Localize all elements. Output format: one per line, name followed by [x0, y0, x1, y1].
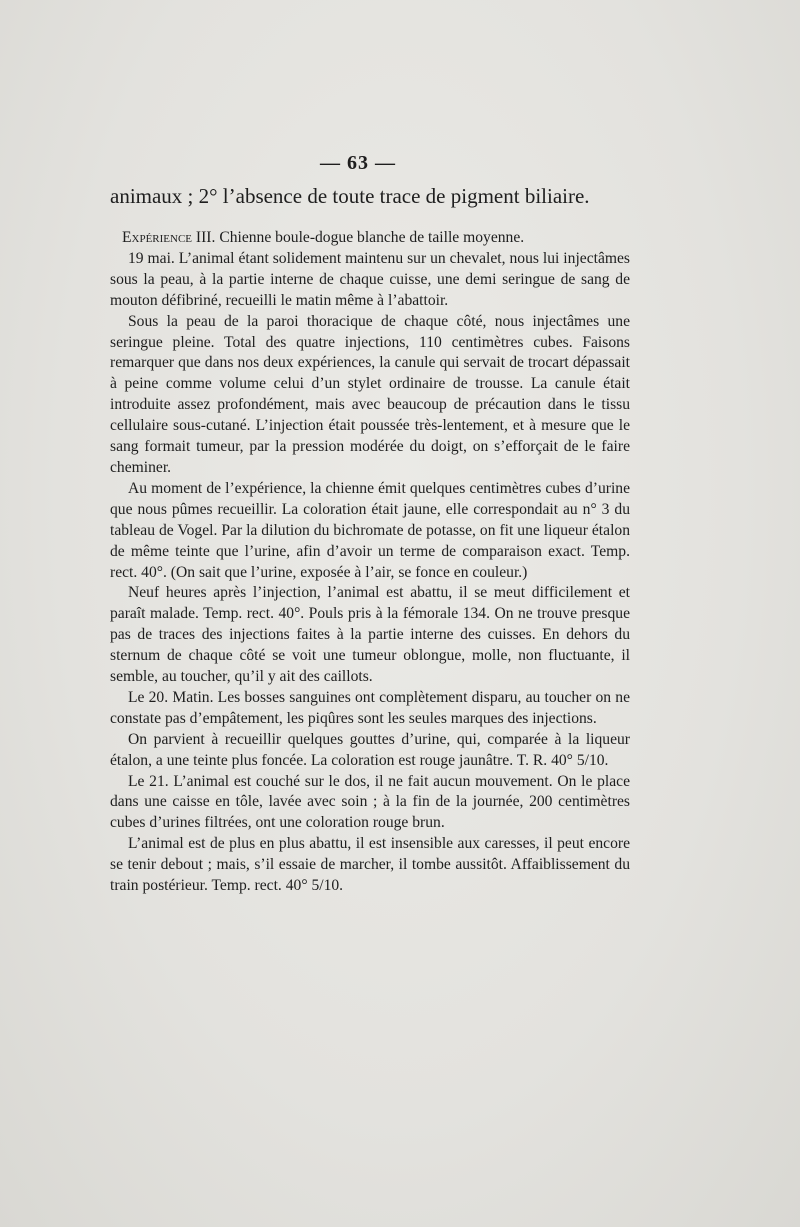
page-number: — 63 —: [320, 152, 396, 174]
paragraph: 19 mai. L’animal étant solidement maintenu sur un chevalet, nous lui injectâmes sous la peau, à la partie interne de chaque cuisse, une demi seringue de sang de mouton défibriné, recueilli le matin même à l’abattoir.: [110, 249, 630, 309]
page-body: [110, 183, 630, 897]
lead-sentence: animaux ; 2° l’absence de toute trace de pigment biliaire.: [110, 184, 590, 208]
experiment-label: Expérience III.: [122, 229, 216, 246]
paragraph: Neuf heures après l’injection, l’animal est abattu, il se meut difficilement et paraît malade. Temp. rect. 40°. Pouls pris à la fémorale 134. On ne trouve presque pas de traces des injections faites à la partie interne des cuisses. En dehors du sternum de chaque côté se voit une tumeur oblongue, molle, non fluctuante, il semble, au toucher, qu’il y ait des caillots.: [110, 584, 630, 686]
experiment-heading: [110, 228, 630, 249]
paragraph: Au moment de l’expérience, la chienne émit quelques centimètres cubes d’urine que nous pûmes recueillir. La coloration était jaune, elle correspondait au n° 3 du tableau de Vogel. Par la dilution du bichromate de potasse, on fit une liqueur étalon de même teinte que l’urine, afin d’avoir un terme de comparaison exact. Temp. rect. 40°. (On sait que l’urine, exposée à l’air, se fonce en couleur.): [110, 479, 630, 581]
paragraph: Le 20. Matin. Les bosses sanguines ont complètement disparu, au toucher on ne constate pas d’empâtement, les piqûres sont les seules marques des injections.: [110, 688, 630, 727]
paragraph: Le 21. L’animal est couché sur le dos, il ne fait aucun mouvement. On le place dans une caisse en tôle, lavée avec soin ; à la fin de la journée, 200 centimètres cubes d’urines filtrées, ont une coloration rouge brun.: [110, 772, 630, 832]
experiment-title: Chienne boule-dogue blanche de taille moyenne.: [219, 229, 525, 246]
paragraph: On parvient à recueillir quelques gouttes d’urine, qui, comparée à la liqueur étalon, a une teinte plus foncée. La coloration est rouge jaunâtre. T. R. 40° 5/10.: [110, 730, 630, 769]
paragraph: L’animal est de plus en plus abattu, il est insensible aux caresses, il peut encore se tenir debout ; mais, s’il essaie de marcher, il tombe aussitôt. Affaiblissement du train postérieur. Temp. rect. 40° 5/10.: [110, 835, 630, 895]
paragraph: Sous la peau de la paroi thoracique de chaque côté, nous injectâmes une seringue pleine. Total des quatre injections, 110 centimètres cubes. Faisons remarquer que dans nos deux expériences, la canule qui servait de trocart dépassait à peine comme volume celui d’un stylet ordinaire de trousse. La canule était introduite assez profondément, mais avec beaucoup de précaution dans le tissu cellulaire sous-cutané. L’injection était poussée très-lentement, et à mesure que le sang formait tumeur, par la pression modérée du doigt, on s’efforçait de le faire cheminer.: [110, 312, 630, 476]
